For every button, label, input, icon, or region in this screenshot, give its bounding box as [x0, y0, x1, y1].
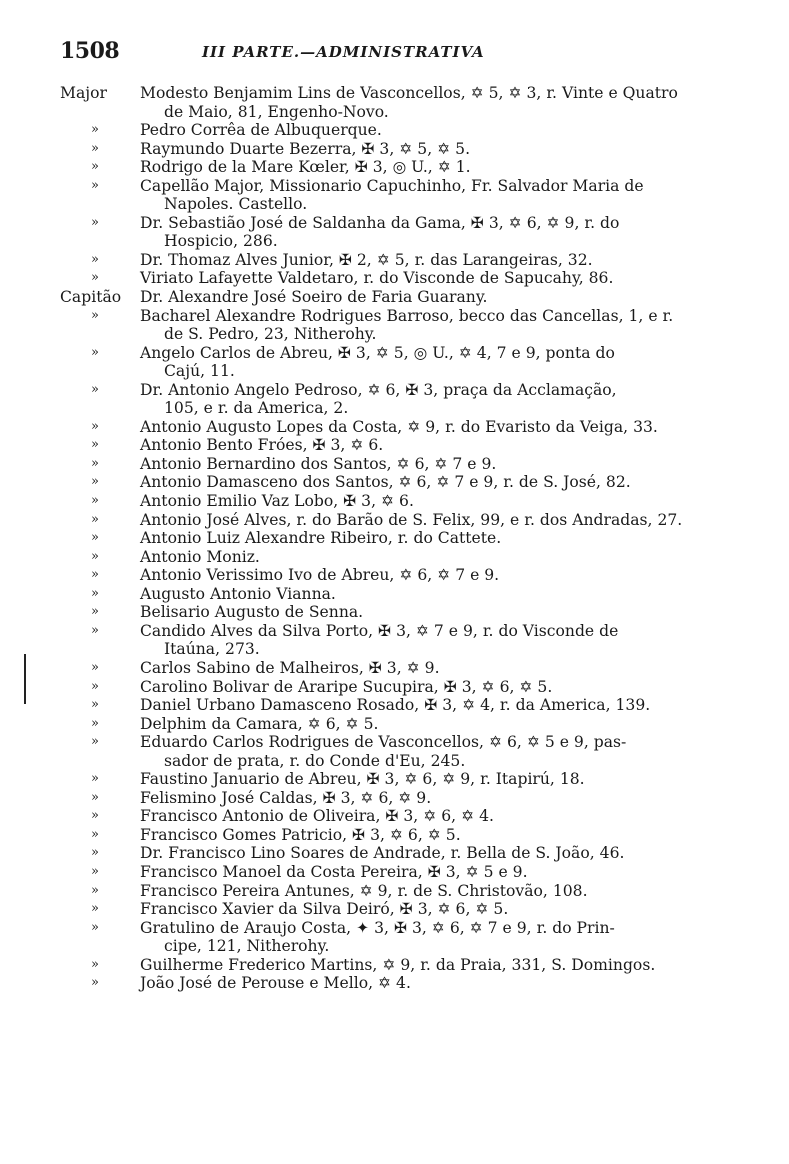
entry-line: Antonio Emilio Vaz Lobo, ✠ 3, ✡ 6. [140, 492, 414, 511]
rank-label: Capitão [60, 288, 122, 307]
ditto-mark: » [91, 567, 99, 583]
ditto-mark: » [91, 863, 99, 879]
entry-text [140, 381, 700, 418]
entry-line: Carlos Sabino de Malheiros, ✠ 3, ✡ 9. [140, 658, 440, 677]
entry-text [140, 770, 700, 789]
entry-text [140, 214, 700, 251]
entry-text [140, 900, 700, 919]
page-number: 1508 [60, 38, 120, 64]
list-item [0, 455, 789, 474]
entry-line: Francisco Xavier da Silva Deiró, ✠ 3, ✡ 6, ✡ 5. [140, 900, 509, 919]
ditto-mark: » [91, 511, 99, 527]
entry-continuation-line: de Maio, 81, Engenho-Novo. [164, 102, 389, 121]
entry-text [140, 140, 700, 159]
list-item [0, 844, 789, 863]
entry-line: Carolino Bolivar de Araripe Sucupira, ✠ 3, ✡ 6, ✡ 5. [140, 677, 553, 696]
list-item [0, 770, 789, 789]
entry-line: Antonio Luiz Alexandre Ribeiro, r. do Cattete. [140, 529, 502, 548]
entry-continuation-line: de S. Pedro, 23, Nitherohy. [164, 325, 377, 344]
list-item [0, 863, 789, 882]
list-item [0, 826, 789, 845]
entry-text [140, 603, 700, 622]
entry-line: Capellão Major, Missionario Capuchinho, Fr. Salvador Maria de [140, 176, 644, 195]
entry-text [140, 733, 700, 770]
entry-text [140, 678, 700, 697]
ditto-mark: » [91, 771, 99, 787]
entry-line: Dr. Francisco Lino Soares de Andrade, r. Bella de S. João, 46. [140, 844, 625, 863]
ditto-mark: » [91, 622, 99, 638]
entry-text [140, 84, 700, 121]
list-item [0, 177, 789, 214]
entry-line: Antonio José Alves, r. do Barão de S. Felix, 99, e r. dos Andradas, 27. [140, 510, 683, 529]
list-item [0, 807, 789, 826]
list-item [0, 659, 789, 678]
entry-text [140, 585, 700, 604]
running-title: III PARTE.—ADMINISTRATIVA [202, 43, 485, 61]
entry-line: Belisario Augusto de Senna. [140, 603, 364, 622]
entry-line: Delphim da Camara, ✡ 6, ✡ 5. [140, 714, 379, 733]
entry-line: Viriato Lafayette Valdetaro, r. do Visconde de Sapucahy, 86. [140, 269, 614, 288]
officer-list [0, 84, 789, 993]
entry-line: Faustino Januario de Abreu, ✠ 3, ✡ 6, ✡ 9, r. Itapirú, 18. [140, 770, 585, 789]
entry-line: Antonio Augusto Lopes da Costa, ✡ 9, r. do Evaristo da Veiga, 33. [140, 417, 658, 436]
entry-text [140, 807, 700, 826]
entry-text [140, 269, 700, 288]
page-header [60, 38, 710, 68]
entry-continuation-line: Napoles. Castello. [164, 195, 308, 214]
entry-line: Dr. Antonio Angelo Pedroso, ✡ 6, ✠ 3, praça da Acclamação, [140, 380, 617, 399]
list-item [0, 158, 789, 177]
entry-line: Gratulino de Araujo Costa, ✦ 3, ✠ 3, ✡ 6, ✡ 7 e 9, r. do Prin- [140, 918, 615, 937]
list-item [0, 956, 789, 975]
list-item [0, 473, 789, 492]
list-item [0, 140, 789, 159]
entry-line: Francisco Manoel da Costa Pereira, ✠ 3, ✡ 5 e 9. [140, 862, 528, 881]
entry-text [140, 158, 700, 177]
ditto-mark: » [91, 808, 99, 824]
entry-continuation-line: Itaúna, 273. [164, 640, 260, 659]
entry-continuation-line: sador de prata, r. do Conde d'Eu, 245. [164, 751, 466, 770]
ditto-mark: » [91, 715, 99, 731]
entry-line: Augusto Antonio Vianna. [140, 584, 336, 603]
ditto-mark: » [91, 548, 99, 564]
entry-text [140, 344, 700, 381]
entry-text [140, 529, 700, 548]
entry-text [140, 177, 700, 214]
list-item [0, 733, 789, 770]
list-item [0, 974, 789, 993]
entry-line: Antonio Bernardino dos Santos, ✡ 6, ✡ 7 e 9. [140, 454, 497, 473]
entry-text [140, 288, 700, 307]
entry-line: João José de Perouse e Mello, ✡ 4. [140, 974, 411, 993]
entry-text [140, 492, 700, 511]
entry-text [140, 826, 700, 845]
list-item [0, 418, 789, 437]
ditto-mark: » [91, 437, 99, 453]
list-item [0, 269, 789, 288]
list-item [0, 696, 789, 715]
entry-line: Bacharel Alexandre Rodrigues Barroso, becco das Cancellas, 1, e r. [140, 306, 674, 325]
entry-text [140, 659, 700, 678]
entry-line: Daniel Urbano Damasceno Rosado, ✠ 3, ✡ 4, r. da America, 139. [140, 696, 651, 715]
list-item [0, 882, 789, 901]
ditto-mark: » [91, 474, 99, 490]
ditto-mark: » [91, 845, 99, 861]
list-item [0, 529, 789, 548]
list-item [0, 214, 789, 251]
ditto-mark: » [91, 177, 99, 193]
list-item [0, 288, 789, 307]
ditto-mark: » [91, 493, 99, 509]
entry-line: Eduardo Carlos Rodrigues de Vasconcellos, ✡ 6, ✡ 5 e 9, pas- [140, 733, 627, 752]
ditto-mark: » [91, 826, 99, 842]
entry-text [140, 511, 700, 530]
ditto-mark: » [91, 697, 99, 713]
entry-line: Raymundo Duarte Bezerra, ✠ 3, ✡ 5, ✡ 5. [140, 139, 471, 158]
list-item [0, 511, 789, 530]
ditto-mark: » [91, 882, 99, 898]
list-item [0, 789, 789, 808]
entry-text [140, 251, 700, 270]
list-item [0, 603, 789, 622]
list-item [0, 492, 789, 511]
ditto-mark: » [91, 159, 99, 175]
ditto-mark: » [91, 919, 99, 935]
list-item [0, 585, 789, 604]
entry-line: Antonio Verissimo Ivo de Abreu, ✡ 6, ✡ 7 e 9. [140, 566, 500, 585]
ditto-mark: » [91, 455, 99, 471]
ditto-mark: » [91, 975, 99, 991]
list-item [0, 344, 789, 381]
entry-text [140, 844, 700, 863]
entry-line: Candido Alves da Silva Porto, ✠ 3, ✡ 7 e 9, r. do Visconde de [140, 621, 619, 640]
entry-text [140, 696, 700, 715]
entry-continuation-line: Hospicio, 286. [164, 232, 278, 251]
ditto-mark: » [91, 381, 99, 397]
ditto-mark: » [91, 251, 99, 267]
entry-line: Antonio Bento Fróes, ✠ 3, ✡ 6. [140, 436, 384, 455]
ditto-mark: » [91, 585, 99, 601]
ditto-mark: » [91, 956, 99, 972]
entry-line: Antonio Damasceno dos Santos, ✡ 6, ✡ 7 e 9, r. de S. José, 82. [140, 473, 631, 492]
entry-line: Antonio Moniz. [140, 547, 260, 566]
entry-text [140, 436, 700, 455]
entry-text [140, 566, 700, 585]
entry-line: Francisco Gomes Patricio, ✠ 3, ✡ 6, ✡ 5. [140, 825, 461, 844]
entry-line: Francisco Pereira Antunes, ✡ 9, r. de S. Christovão, 108. [140, 881, 588, 900]
entry-text [140, 789, 700, 808]
ditto-mark: » [91, 604, 99, 620]
entry-continuation-line: Cajú, 11. [164, 362, 235, 381]
entry-text [140, 307, 700, 344]
entry-line: Dr. Alexandre José Soeiro de Faria Guarany. [140, 288, 488, 307]
ditto-mark: » [91, 678, 99, 694]
rank-label: Major [60, 84, 107, 102]
entry-text [140, 882, 700, 901]
ditto-mark: » [91, 307, 99, 323]
ditto-mark: » [91, 270, 99, 286]
entry-text [140, 121, 700, 140]
entry-text [140, 863, 700, 882]
entry-continuation-line: 105, e r. da America, 2. [164, 399, 349, 418]
list-item [0, 566, 789, 585]
list-item [0, 715, 789, 734]
list-item [0, 251, 789, 270]
list-item [0, 121, 789, 140]
entry-line: Guilherme Frederico Martins, ✡ 9, r. da Praia, 331, S. Domingos. [140, 955, 656, 974]
ditto-mark: » [91, 659, 99, 675]
list-item [0, 381, 789, 418]
entry-text [140, 473, 700, 492]
entry-line: Angelo Carlos de Abreu, ✠ 3, ✡ 5, ◎ U., ✡ 4, 7 e 9, ponta do [140, 343, 615, 362]
entry-text [140, 715, 700, 734]
ditto-mark: » [91, 140, 99, 156]
entry-line: Felismino José Caldas, ✠ 3, ✡ 6, ✡ 9. [140, 788, 432, 807]
entry-line: Modesto Benjamim Lins de Vasconcellos, ✡ 5, ✡ 3, r. Vinte e Quatro [140, 84, 678, 102]
entry-line: Pedro Corrêa de Albuquerque. [140, 121, 382, 140]
entry-text [140, 919, 700, 956]
ditto-mark: » [91, 530, 99, 546]
ditto-mark: » [91, 418, 99, 434]
list-item [0, 307, 789, 344]
entry-continuation-line: cipe, 121, Nitherohy. [164, 937, 330, 956]
ditto-mark: » [91, 344, 99, 360]
list-item [0, 919, 789, 956]
entry-text [140, 418, 700, 437]
entry-text [140, 956, 700, 975]
entry-line: Dr. Thomaz Alves Junior, ✠ 2, ✡ 5, r. das Larangeiras, 32. [140, 250, 593, 269]
list-item [0, 900, 789, 919]
entry-line: Rodrigo de la Mare Kœler, ✠ 3, ◎ U., ✡ 1. [140, 158, 471, 177]
list-item [0, 436, 789, 455]
ditto-mark: » [91, 214, 99, 230]
list-item [0, 84, 789, 121]
list-item [0, 548, 789, 567]
list-item [0, 678, 789, 697]
entry-line: Dr. Sebastião José de Saldanha da Gama, ✠ 3, ✡ 6, ✡ 9, r. do [140, 213, 620, 232]
ditto-mark: » [91, 789, 99, 805]
entry-line: Francisco Antonio de Oliveira, ✠ 3, ✡ 6, ✡ 4. [140, 807, 494, 826]
entry-text [140, 455, 700, 474]
ditto-mark: » [91, 901, 99, 917]
entry-text [140, 548, 700, 567]
ditto-mark: » [91, 734, 99, 750]
list-item [0, 622, 789, 659]
ditto-mark: » [91, 122, 99, 138]
entry-text [140, 622, 700, 659]
entry-text [140, 974, 700, 993]
